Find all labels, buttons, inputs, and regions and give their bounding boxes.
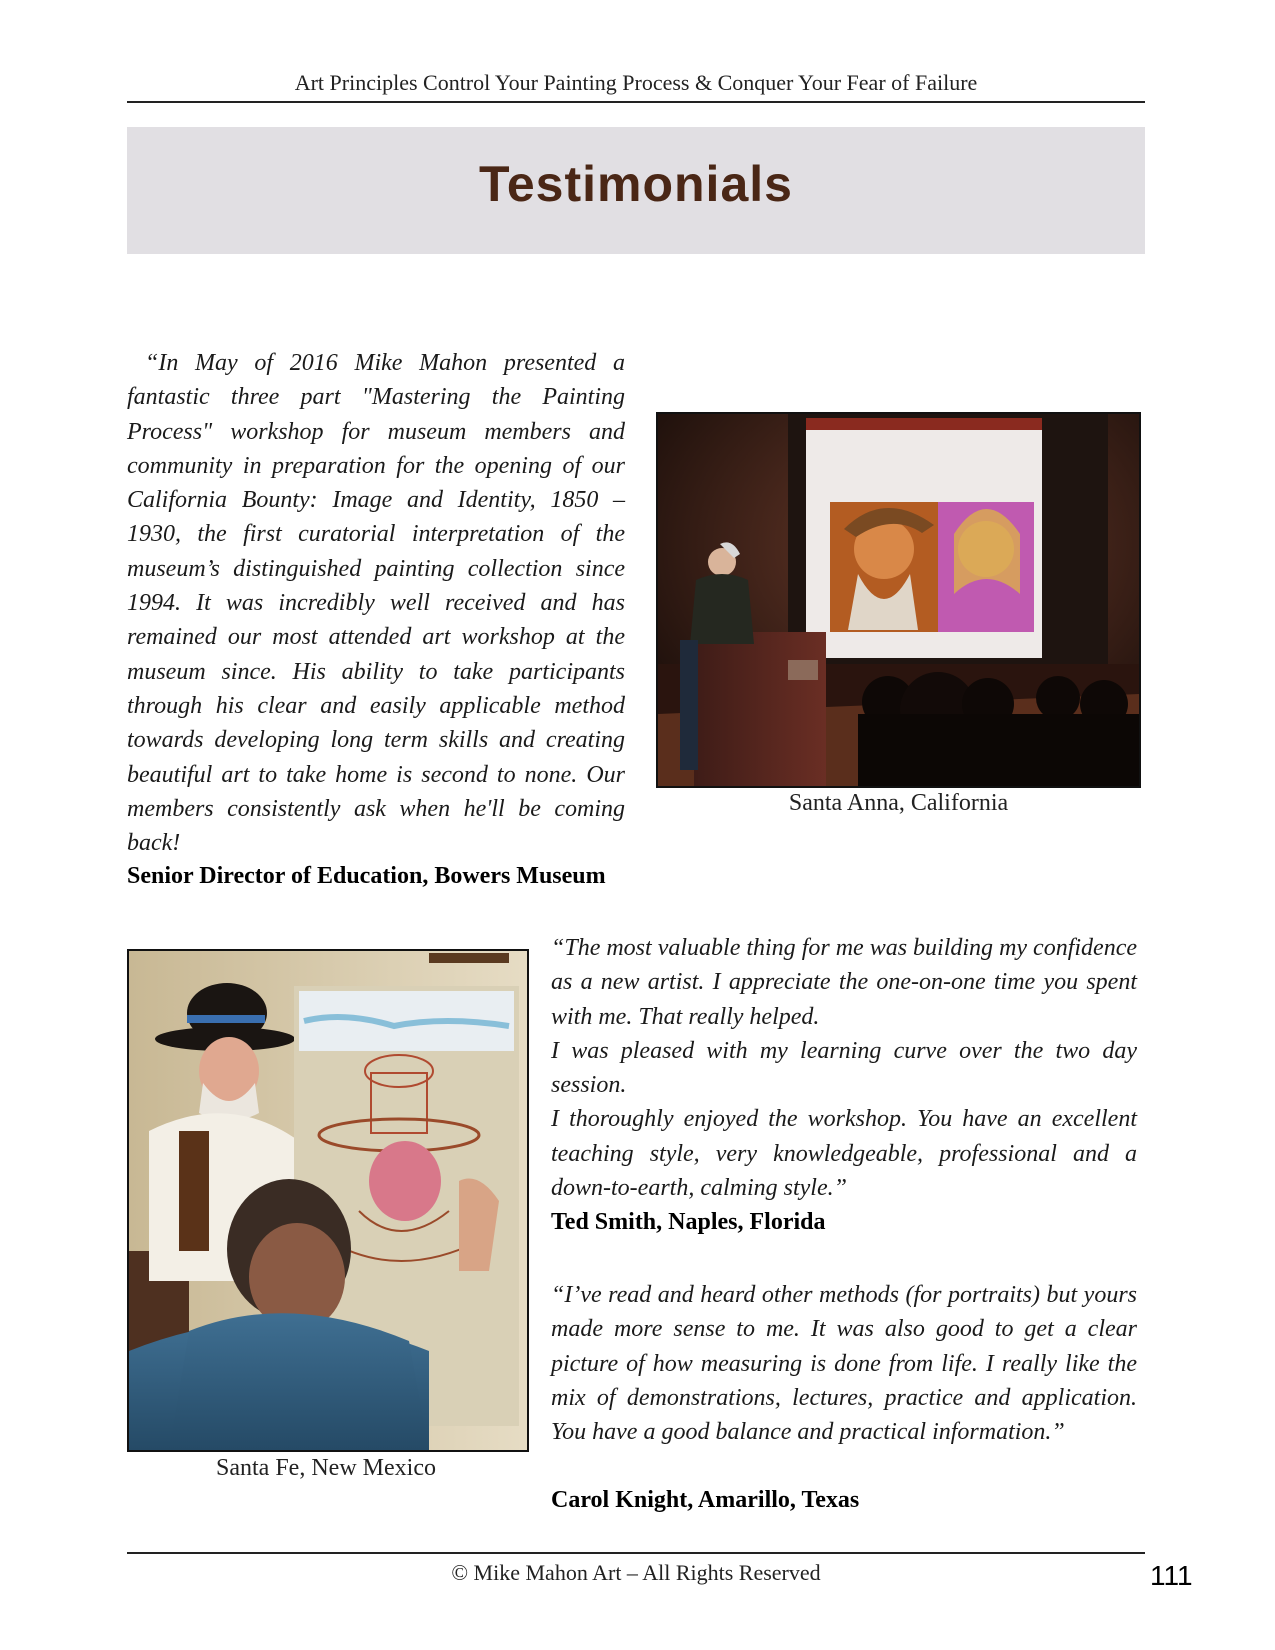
testimonial-ted-smith-author: Ted Smith, Naples, Florida — [551, 1209, 826, 1235]
testimonial-bowers — [127, 346, 625, 860]
testimonial-bowers-text: “In May of 2016 Mike Mahon presented a fantastic three part "Mastering the Painting Process" workshop for museum members and community in preparation for the opening of our California Bounty: Image and Identity, 1850 – 1930, the first curatorial interpretation of the museum’s distinguished painting collection since 1994. It was incredibly well received and has remained our most attended art workshop at the museum since. His ability to take participants through his clear and easily applicable method towards developing long term skills and creating beautiful art to take home is second to none. Our members consistently ask when he'll be coming back! — [127, 350, 625, 857]
running-header: Art Principles Control Your Painting Process & Conquer Your Fear of Failure — [294, 70, 978, 95]
testimonial-carol-knight — [551, 1278, 1137, 1449]
header-rule — [127, 101, 1145, 103]
portrait-demo-caption: Santa Fe, New Mexico — [216, 1455, 436, 1481]
testimonial-ted-smith-p2: I was pleased with my learning curve over the two day session. — [551, 1037, 1137, 1099]
lecture-photo-image — [658, 414, 1139, 786]
testimonial-ted-smith-p1: “The most valuable thing for me was building my confidence as a new artist. I appreciate the one-on-one time you spent with me. That really helped. — [551, 935, 1137, 1030]
portrait-demo-photo — [127, 949, 529, 1452]
testimonial-carol-knight-author: Carol Knight, Amarillo, Texas — [551, 1487, 860, 1513]
title-banner — [127, 127, 1145, 254]
lecture-photo-caption: Santa Anna, California — [788, 790, 1009, 816]
portrait-demo-photo-image — [129, 951, 527, 1450]
testimonial-ted-smith-p3: I thoroughly enjoyed the workshop. You have an excellent teaching style, very knowledgeable, professional and a down-to-earth, calming style.” — [551, 1106, 1137, 1202]
testimonial-bowers-author: Senior Director of Education, Bowers Museum — [127, 863, 606, 889]
page-number: 111 — [1150, 1560, 1193, 1591]
testimonial-carol-knight-text: “I’ve read and heard other methods (for portraits) but yours made more sense to me. It was also good to get a clear picture of how measuring is done from life. I really like the mix of demonstrations, lectures, practice and application. You have a good balance and practical information.” — [551, 1282, 1137, 1446]
footer-rule — [127, 1552, 1145, 1554]
lecture-photo — [656, 412, 1141, 788]
page-title: Testimonials — [479, 156, 793, 212]
testimonial-ted-smith — [551, 931, 1137, 1205]
copyright-footer: © Mike Mahon Art – All Rights Reserved — [451, 1560, 821, 1585]
